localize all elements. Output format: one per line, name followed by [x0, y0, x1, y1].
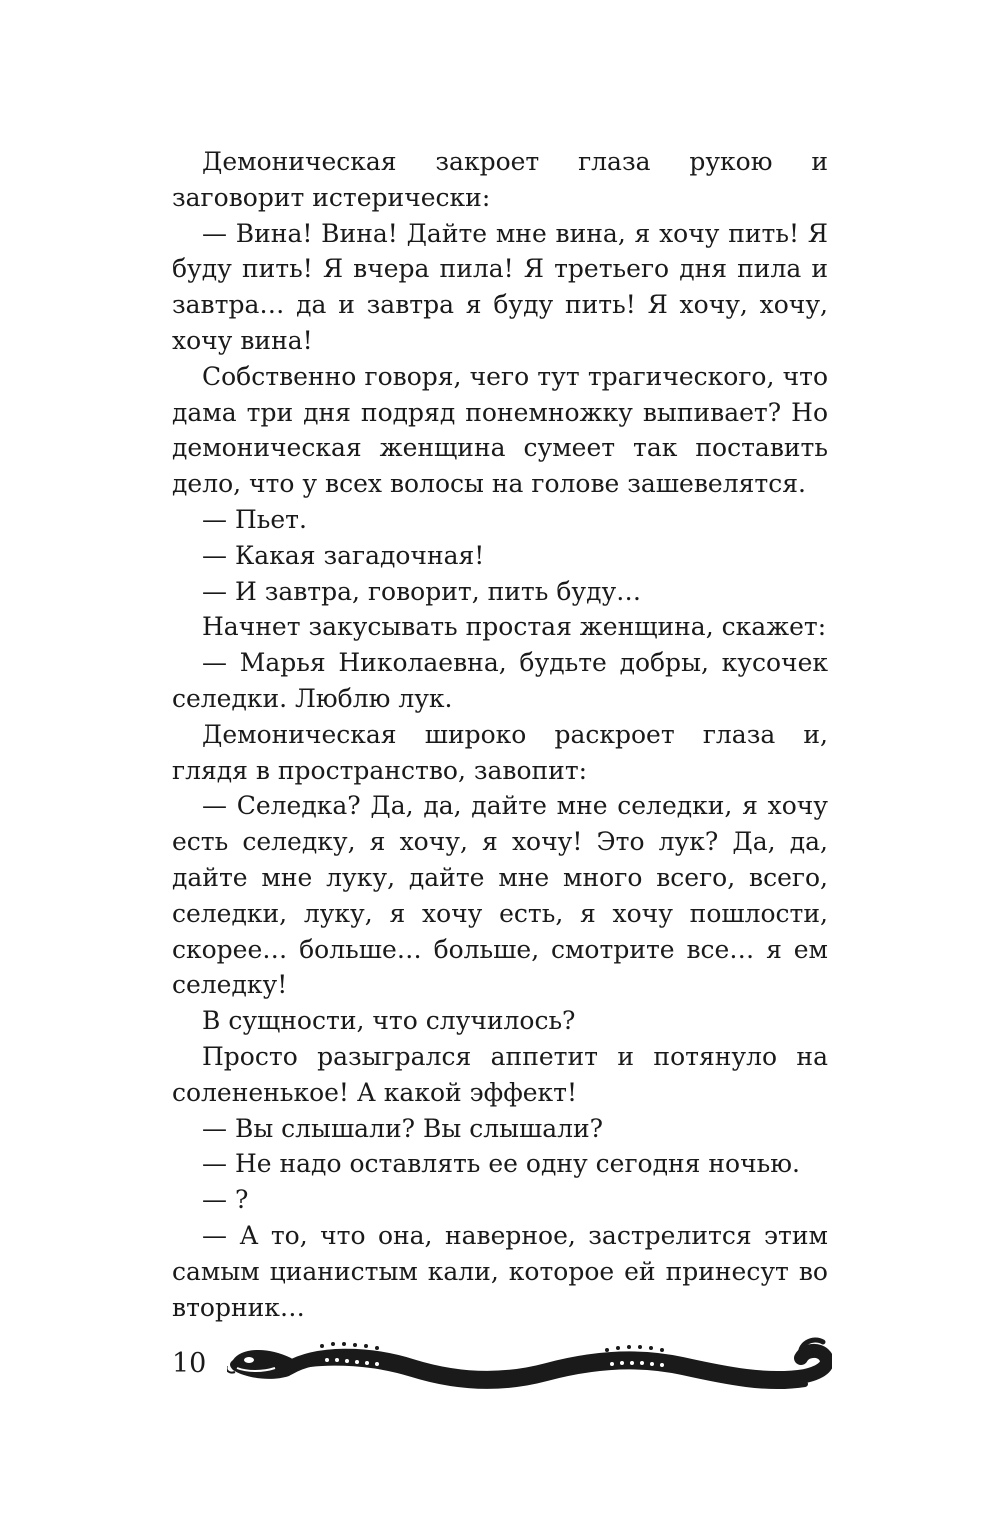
paragraph: Демоническая закроет глаза рукою и заговорит истерически: — [172, 147, 828, 212]
paragraph: — А то, что она, наверное, застрелится этим самым цианистым кали, которое ей принесут во вторник… — [172, 1220, 828, 1322]
paragraph: — Какая загадочная! — [202, 540, 485, 570]
paragraph: Собственно говоря, чего тут трагического, что дама три дня подряд понемножку выпивает? Но демоническая женщина сумеет так поставить дело, что у всех волосы на голове зашевелятся. — [172, 361, 828, 499]
paragraph: — Марья Николаевна, будьте добры, кусочек селедки. Люблю лук. — [172, 648, 828, 713]
serpent-ornament-icon — [227, 1330, 832, 1400]
paragraph: — Вы слышали? Вы слышали? — [202, 1113, 604, 1143]
paragraph: Демоническая широко раскроет глаза и, глядя в пространство, завопит: — [172, 719, 828, 785]
page-number: 10 — [172, 1348, 207, 1379]
paragraph: — ? — [202, 1185, 249, 1215]
paragraph: — Пьет. — [202, 504, 307, 534]
page-text — [172, 144, 828, 1325]
paragraph: — Вина! Вина! Дайте мне вина, я хочу пить! Я буду пить! Я вчера пила! Я третьего дня пила и завтра… да и завтра я буду пить! Я хочу, хочу, хочу вина! — [172, 218, 828, 355]
paragraph: — Не надо оставлять ее одну сегодня ночью. — [202, 1149, 800, 1179]
paragraph: В сущности, что случилось? — [202, 1006, 576, 1036]
paragraph: Просто разыгрался аппетит и потянуло на солененькое! А какой эффект! — [172, 1041, 828, 1107]
paragraph: — Селедка? Да, да, дайте мне селедки, я хочу есть селедку, я хочу, я хочу! Это лук? Да, да, дайте мне луку, дайте мне много всего, всего, селедки, луку, я хочу есть, я хочу пошлости, скорее… больше… больше, смотрите все… я ем селедку! — [172, 791, 828, 1000]
paragraph: Начнет закусывать простая женщина, скажет: — [202, 612, 827, 642]
page-footer — [172, 1330, 832, 1400]
paragraph: — И завтра, говорит, пить буду… — [202, 576, 642, 606]
